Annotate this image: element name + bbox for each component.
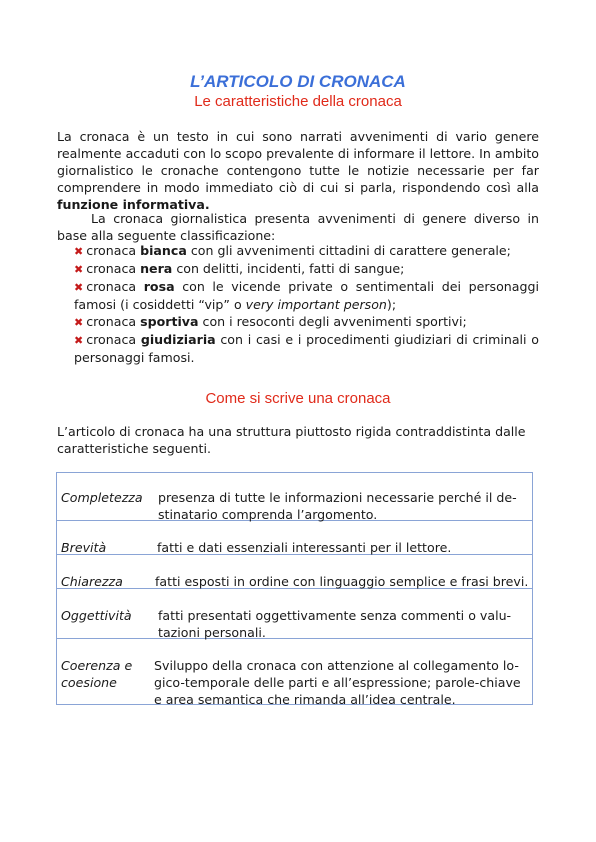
x-mark-icon: ✖	[74, 263, 84, 276]
characteristic-term	[61, 573, 123, 590]
list-item-prefix: cronaca	[86, 332, 141, 347]
page-title: L’ARTICOLO DI CRONACA	[190, 72, 406, 91]
term-line: Chiarezza	[61, 574, 123, 589]
characteristic-definition	[158, 607, 511, 641]
list-item-category: rosa	[143, 279, 175, 294]
characteristic-term	[61, 539, 106, 556]
list-item-text: con gli avvenimenti cittadini di carattere generale;	[186, 243, 511, 258]
classification-text: La cronaca giornalistica presenta avvenimenti di genere diverso in base alla seguente classificazione:	[57, 211, 539, 243]
characteristic-definition	[157, 539, 451, 556]
list-item-suffix: );	[386, 297, 397, 312]
definition-line: e area semantica che rimanda all’idea centrale.	[154, 692, 456, 707]
list-item-prefix: cronaca	[86, 279, 144, 294]
list-item-prefix: cronaca	[86, 314, 141, 329]
definition-line: tazioni personali.	[158, 625, 266, 640]
classification-paragraph	[57, 210, 539, 244]
section-title: Come si scrive una cronaca	[205, 390, 391, 407]
list-item-text: con i resoconti degli avvenimenti sportivi;	[198, 314, 467, 329]
intro-bold-term: funzione informativa.	[57, 197, 210, 212]
page-subtitle: Le caratteristiche della cronaca	[194, 93, 402, 110]
definition-line: fatti presentati oggettivamente senza commenti o valu-	[158, 608, 512, 623]
characteristic-term	[61, 489, 143, 506]
definition-line: gico-temporale delle parti e all’espressione; parole-chiave	[154, 675, 521, 690]
list-item-prefix: cronaca	[86, 243, 141, 258]
term-line: Oggettività	[61, 608, 132, 623]
definition-line: Sviluppo della cronaca con attenzione al collegamento lo-	[154, 658, 519, 673]
characteristics-table	[56, 472, 533, 705]
x-mark-icon: ✖	[74, 281, 84, 294]
list-item	[74, 278, 539, 313]
list-item	[74, 260, 539, 278]
characteristic-definition	[158, 489, 517, 523]
characteristic-term	[61, 657, 132, 691]
characteristic-definition	[155, 573, 528, 590]
term-line: Brevità	[61, 540, 107, 555]
definition-line: stinatario comprenda l’argomento.	[158, 507, 378, 522]
list-item-category: giudiziaria	[140, 332, 216, 347]
list-item-category: nera	[140, 261, 173, 276]
intro-text: La cronaca è un testo in cui sono narrati avvenimenti di vario genere realmente accaduti con lo scopo prevalente di informare il lettore. In ambito giornalistico le cronache contengono tutte le notizie necessarie per far comprendere in modo immediato ciò di cui si parla, rispondendo così alla	[57, 129, 539, 195]
table-row	[57, 521, 532, 555]
list-item-text: con le vicende private o sentimentali dei personaggi famosi (i cosiddetti “vip” o	[74, 279, 539, 312]
list-item	[74, 313, 539, 331]
list-item	[74, 331, 539, 366]
list-item-text: con i casi e i procedimenti giudiziari di criminali o personaggi famosi.	[74, 332, 539, 365]
section-intro: L’articolo di cronaca ha una struttura piuttosto rigida contraddistinta dalle caratteristiche seguenti.	[57, 424, 526, 456]
table-row	[57, 555, 532, 589]
x-mark-icon: ✖	[74, 245, 84, 258]
table-row	[57, 473, 532, 521]
definition-line: fatti esposti in ordine con linguaggio semplice e frasi brevi.	[155, 574, 529, 589]
table-row	[57, 639, 532, 705]
x-mark-icon: ✖	[74, 316, 84, 329]
list-item	[74, 242, 539, 260]
list-item-category: bianca	[140, 243, 187, 258]
list-item-italic: very important person	[245, 297, 387, 312]
term-line: Coerenza e	[61, 658, 133, 673]
term-line: Completezza	[61, 490, 143, 505]
definition-line: fatti e dati essenziali interessanti per il lettore.	[157, 540, 452, 555]
list-item-category: sportiva	[140, 314, 199, 329]
term-line: coesione	[61, 675, 117, 690]
list-item-text: con delitti, incidenti, fatti di sangue;	[172, 261, 405, 276]
x-mark-icon: ✖	[74, 334, 84, 347]
characteristic-term	[61, 607, 132, 624]
classification-list	[74, 242, 539, 366]
intro-paragraph	[57, 128, 539, 213]
definition-line: presenza di tutte le informazioni necessarie perché il de-	[158, 490, 517, 505]
list-item-prefix: cronaca	[86, 261, 141, 276]
characteristic-definition	[154, 657, 521, 708]
table-row	[57, 589, 532, 639]
